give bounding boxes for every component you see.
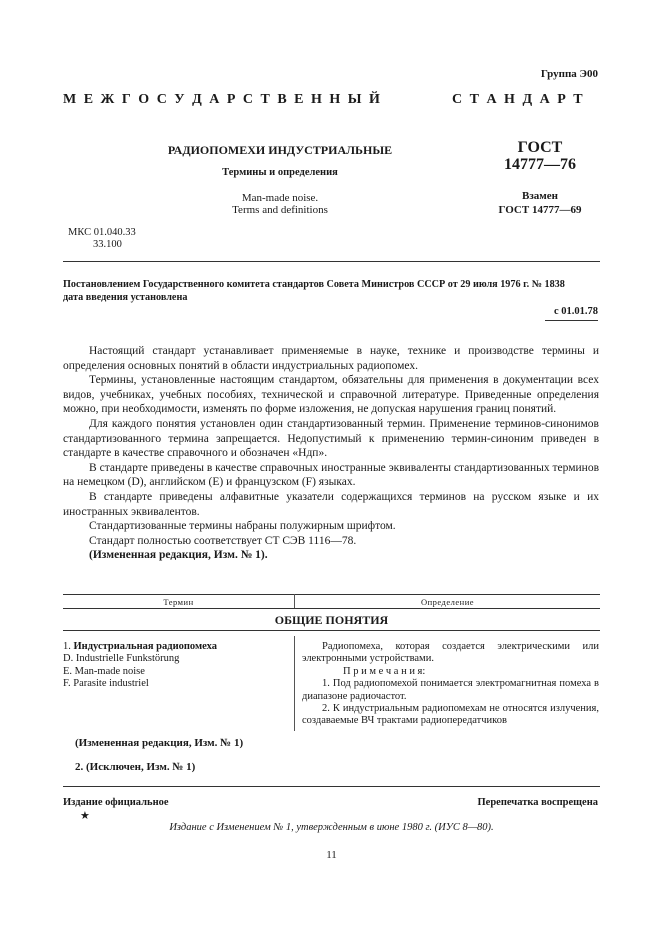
intro-paragraph: В стандарте приведены в качестве справочных иностранные эквиваленты стандартизованных терминов на немецком (D), английском (E) и французском (F) языках. [63,461,599,489]
term-russian: Индустриальная радиопомеха [73,641,217,652]
item-2-excluded: 2. (Исключен, Изм. № 1) [75,761,196,773]
mks-code-2: 33.100 [93,239,122,250]
date-underline [545,320,598,321]
effective-date: с 01.01.78 [553,306,598,317]
banner-left: М Е Ж Г О С У Д А Р С Т В Е Н Н Ы Й [63,92,382,107]
standard-title: РАДИОПОМЕХИ ИНДУСТРИАЛЬНЫЕ [167,143,393,157]
page-number: 11 [326,849,337,861]
replaces-label: Взамен [522,190,558,202]
definition-block [302,641,599,728]
table-top-rule [63,594,600,595]
revision-note: (Измененная редакция, Изм. № 1) [75,737,244,749]
table-header-rule [63,608,600,609]
reprint-prohibited: Перепечатка воспрещена [477,797,598,808]
replaces-value: ГОСТ 14777—69 [498,204,582,216]
intro-paragraph: Стандарт полностью соответствует СТ СЭВ 1116—78. [89,534,357,547]
section-rule [63,630,600,631]
definition-main: Радиопомеха, которая создается электрическими или электронными устройствами. [302,641,599,665]
term-french: F. Parasite industriel [63,678,149,690]
note-2: 2. К индустриальным радиопомехам не относятся излучения, создаваемые ВЧ трактами радиопередатчиков [302,703,599,727]
divider-top [63,261,600,262]
banner-right: С Т А Н Д А Р Т [452,92,585,107]
intro-paragraph: Стандартизованные термины набраны полужирным шрифтом. [89,520,396,533]
term-block [63,641,288,691]
decree-line1: Постановлением Государственного комитета стандартов Совета Министров СССР от 29 июля 1976 г. № 1838 [63,279,565,290]
term-german: D. Industrielle Funkstörung [63,653,180,665]
intro-paragraph: Для каждого понятия установлен один стандартизованный термин. Применение терминов-синонимов стандартизованного термина запрещается. Недопустимый к применению термин-синоним приведен в стандарте в качестве справочного и обозначен «Ндп». [63,417,599,460]
english-title-line1: Man-made noise. [241,192,319,204]
term-number: 1. [63,641,71,652]
mks-code-1: МКС 01.040.33 [68,227,136,238]
notes-label: П р и м е ч а н и я: [343,665,426,677]
standard-subtitle: Термины и определения [222,167,338,178]
section-heading: ОБЩИЕ ПОНЯТИЯ [274,613,389,627]
intro-paragraph: В стандарте приведены алфавитные указатели содержащихся терминов на русском языке и их иностранных эквивалентов. [63,490,599,518]
intro-text [63,344,599,563]
column-header-term: Термин [163,597,194,607]
divider-bottom [63,786,600,787]
note-1: 1. Под радиопомехой понимается электромагнитная помеха в диапазоне радиочастот. [302,678,599,702]
intro-revision: (Измененная редакция, Изм. № 1). [89,549,268,562]
star-icon: ★ [80,810,90,822]
column-divider [294,636,295,731]
edition-note: Издание с Изменением № 1, утвержденным в июне 1980 г. (ИУС 8—80). [169,822,494,833]
decree-line2: дата введения установлена [63,292,188,303]
term-english: E. Man-made noise [63,665,145,677]
english-title-line2: Terms and definitions [232,204,328,216]
gost-number: 14777—76 [504,156,576,173]
gost-label: ГОСТ [517,139,563,156]
column-header-divider [294,594,295,608]
intro-paragraph: Термины, установленные настоящим стандартом, обязательны для применения в документации всех видов, учебниках, учебных пособиях, технической и справочной литературе. Приведенные определения можно, при необходимости, изменять по форме изложения, не допуская нарушения границ понятий. [63,374,599,416]
column-header-definition: Определение [420,597,475,607]
intro-paragraph: Настоящий стандарт устанавливает применяемые в науке, технике и производстве термины и определения основных понятий в области индустриальных радиопомех. [63,345,599,372]
official-edition: Издание официальное [63,797,169,808]
group-label: Группа Э00 [540,68,598,80]
